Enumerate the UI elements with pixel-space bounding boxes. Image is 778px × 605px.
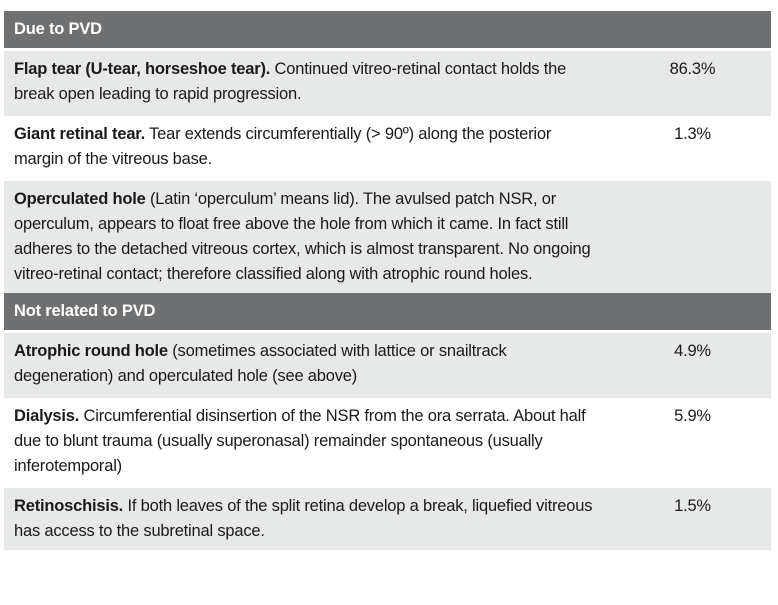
- row-term: Flap tear (U-tear, horseshoe tear).: [14, 60, 271, 78]
- row-text: Circumferential disinsertion of the NSR from the ora serrata. About half due to blunt trauma (usually superonasal) remainder spontaneous (usually inferotemporal): [14, 407, 586, 475]
- table-row-giant-retinal-tear: [4, 113, 771, 178]
- table-row-flap-tear: [4, 48, 771, 113]
- row-text: If both leaves of the split retina develop a break, liquefied vitreous has access to the subretinal space.: [14, 497, 593, 540]
- row-term: Giant retinal tear.: [14, 125, 145, 143]
- table-row-atrophic-round-hole: [4, 330, 771, 395]
- row-term: Operculated hole: [14, 190, 146, 208]
- row-percent: 1.3%: [674, 125, 711, 143]
- table-row-dialysis: [4, 395, 771, 485]
- row-description: [4, 404, 604, 479]
- row-term: Atrophic round hole: [14, 342, 168, 360]
- row-percent: 86.3%: [669, 60, 716, 78]
- table-row-operculated-hole: [4, 178, 771, 293]
- row-percent: 4.9%: [674, 342, 711, 360]
- retinal-break-table: [4, 11, 771, 550]
- row-description: [4, 187, 604, 287]
- row-text: Continued vitreo-retinal contact holds the break open leading to rapid progression.: [14, 60, 567, 103]
- row-text: (sometimes associated with lattice or snailtrack degeneration) and operculated hole (see above): [14, 342, 507, 385]
- section-header-due-to-pvd: Due to PVD: [4, 11, 771, 48]
- row-percent: 5.9%: [674, 407, 711, 425]
- table-row-retinoschisis: [4, 485, 771, 550]
- row-description: [4, 57, 604, 107]
- row-term: Retinoschisis.: [14, 497, 124, 515]
- row-text: (Latin ‘operculum’ means lid). The avulsed patch NSR, or operculum, appears to float free above the hole from which it came. In fact still adheres to the detached vitreous cortex, which is almost transparent. No ongoing vitreo-retinal contact; therefore classified along with atrophic round holes.: [14, 190, 591, 283]
- row-text: Tear extends circumferentially (> 90º) along the posterior margin of the vitreous base.: [14, 125, 552, 168]
- section-header-not-related-to-pvd: Not related to PVD: [4, 293, 771, 330]
- row-description: [4, 494, 604, 544]
- row-percent: 1.5%: [674, 497, 711, 515]
- row-percent: [604, 187, 771, 287]
- row-description: [4, 122, 604, 172]
- row-description: [4, 339, 604, 389]
- row-term: Dialysis.: [14, 407, 80, 425]
